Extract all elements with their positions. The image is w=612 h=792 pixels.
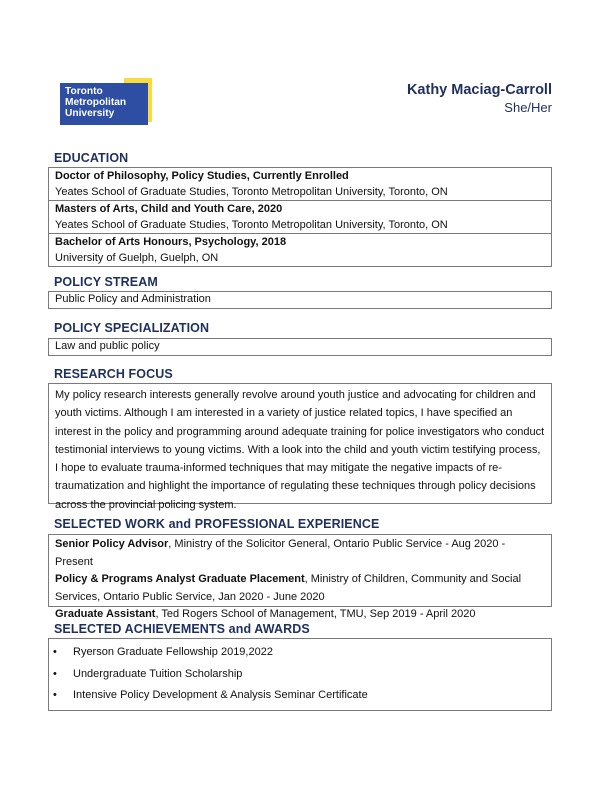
award-text: Ryerson Graduate Fellowship 2019,2022 xyxy=(73,646,273,658)
degree: Masters of Arts, Child and Youth Care, 2020 xyxy=(55,203,283,215)
bullet-icon: • xyxy=(53,667,57,680)
experience-item xyxy=(49,536,551,571)
experience-role: Senior Policy Advisor xyxy=(55,538,169,550)
research-focus-box xyxy=(48,383,552,511)
awards-heading: SELECTED ACHIEVEMENTS and AWARDS xyxy=(54,622,310,636)
logo-line: University xyxy=(65,108,115,119)
policy-stream-box xyxy=(48,291,552,309)
pronouns: She/Her xyxy=(504,100,552,115)
university-logo xyxy=(60,78,154,126)
award-item xyxy=(49,685,551,707)
policy-specialization-value: Law and public policy xyxy=(55,340,160,352)
person-name: Kathy Maciag-Carroll xyxy=(406,82,552,98)
award-item xyxy=(49,642,551,664)
experience-detail: , Ministry of Children, Community and Social Services, Ontario Public Service, Jan 2020 - June 2020 xyxy=(55,573,522,603)
policy-specialization-box xyxy=(48,338,552,356)
bullet-icon: • xyxy=(53,646,57,658)
policy-stream-value: Public Policy and Administration xyxy=(55,293,211,305)
institution: Yeates School of Graduate Studies, Toronto Metropolitan University, Toronto, ON xyxy=(55,219,448,231)
logo-line: Metropolitan xyxy=(65,97,127,108)
policy-stream-heading: POLICY STREAM xyxy=(54,275,158,289)
research-focus-heading: RESEARCH FOCUS xyxy=(54,367,173,381)
experience-detail: , Ministry of the Solicitor General, Ontario Public Service - Aug 2020 - Present xyxy=(55,538,506,568)
research-focus-text: My policy research interests generally revolve around youth justice and advocating for children and youth victims. Although I am interested in a variety of justice related topics, I have specified an interest in the policy and programming around adequate training for police investigators who conduct testimonial interviews to young victims. With a look into the child and youth victim testifying process, I hope to evaluate trauma-informed techniques that may mitigate the negative impacts of re-traumatization and highlight the importance of regulating these techniques through policy decisions across the provincial policing system. xyxy=(55,389,545,511)
education-entry xyxy=(49,233,551,266)
experience-heading: SELECTED WORK and PROFESSIONAL EXPERIENCE xyxy=(54,517,380,531)
education-entry xyxy=(49,168,551,200)
award-text: Intensive Policy Development & Analysis Seminar Certificate xyxy=(73,689,368,701)
degree: Doctor of Philosophy, Policy Studies, Currently Enrolled xyxy=(55,170,349,182)
awards-box xyxy=(48,638,552,711)
award-text: Undergraduate Tuition Scholarship xyxy=(73,667,243,680)
awards-list xyxy=(49,642,551,707)
experience-role: Policy & Programs Analyst Graduate Placement xyxy=(55,573,305,585)
policy-specialization-heading: POLICY SPECIALIZATION xyxy=(54,321,210,335)
bullet-icon: • xyxy=(53,689,57,701)
award-item xyxy=(49,664,551,686)
experience-item xyxy=(49,571,551,606)
education-entry xyxy=(49,200,551,233)
logo-line: Toronto xyxy=(65,86,103,97)
education-heading: EDUCATION xyxy=(54,151,129,165)
education-box xyxy=(48,167,552,267)
experience-item xyxy=(49,606,551,624)
experience-role: Graduate Assistant xyxy=(55,608,156,620)
institution: University of Guelph, Guelph, ON xyxy=(55,252,219,264)
experience-box xyxy=(48,534,552,620)
logo-blue-block xyxy=(60,83,148,125)
experience-detail: , Ted Rogers School of Management, TMU, Sep 2019 - April 2020 xyxy=(155,608,476,620)
institution: Yeates School of Graduate Studies, Toronto Metropolitan University, Toronto, ON xyxy=(55,186,448,198)
degree: Bachelor of Arts Honours, Psychology, 2018 xyxy=(55,236,287,248)
